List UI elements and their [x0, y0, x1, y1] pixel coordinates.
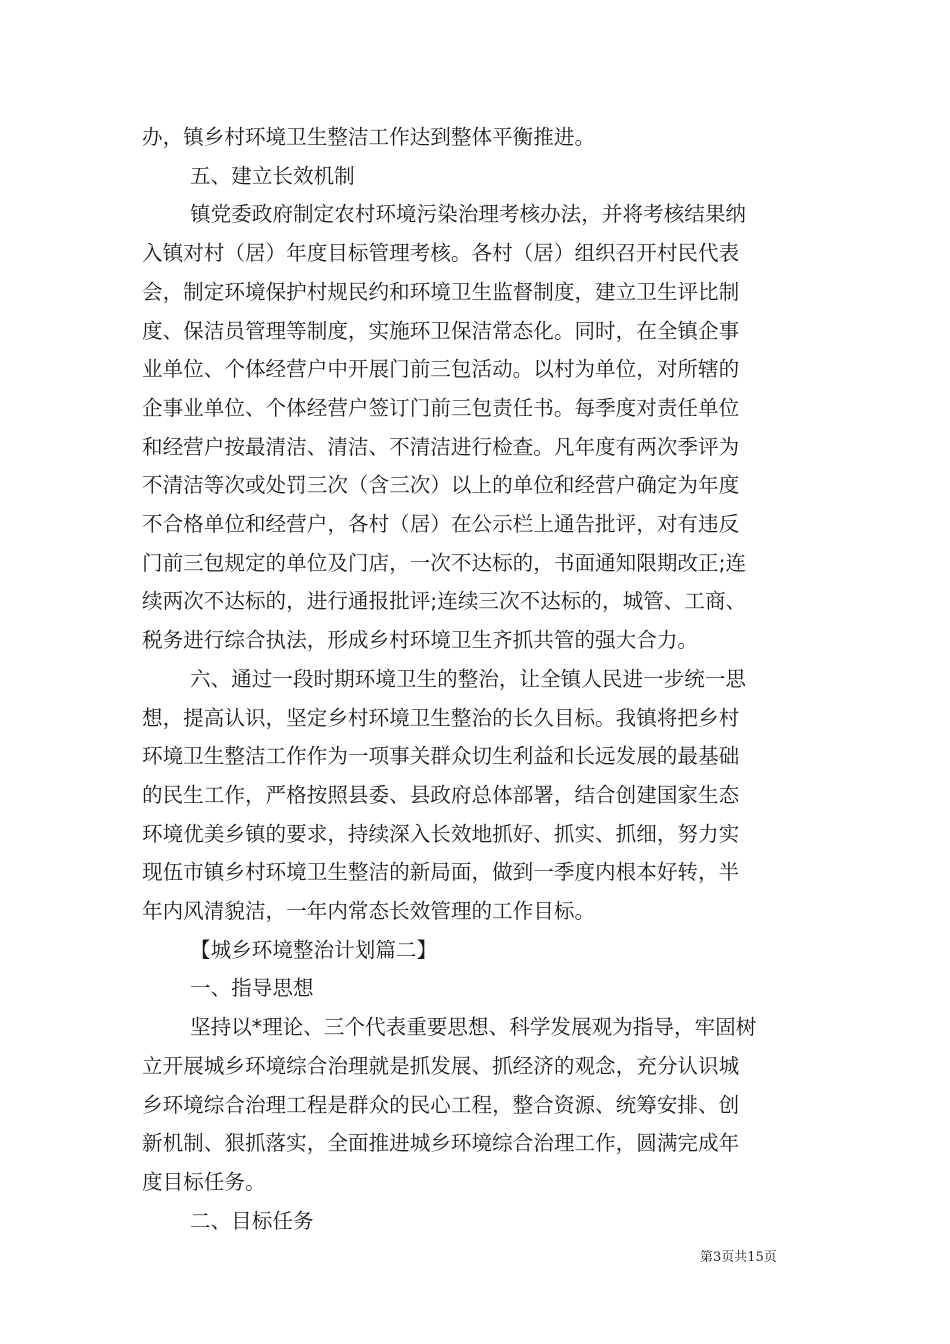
- text-line: 不合格单位和经营户，各村（居）在公示栏上通告批评，对有违反: [142, 512, 740, 536]
- text-line: 办，镇乡村环境卫生整洁工作达到整体平衡推进。: [142, 125, 596, 149]
- text-line: 乡环境综合治理工程是群众的民心工程，整合资源、统筹安排、创: [142, 1092, 740, 1117]
- text-line: 想，提高认识，坚定乡村环境卫生整治的长久目标。我镇将把乡村: [142, 705, 740, 730]
- section-heading: 一、指导思想: [190, 976, 314, 1001]
- text-line: 环境优美乡镇的要求，持续深入长效地抓好、抓实、抓细，努力实: [142, 821, 740, 846]
- text-line: 新机制、狠抓落实，全面推进城乡环境综合治理工作，圆满完成年: [142, 1131, 740, 1156]
- text-line: 企事业单位、个体经营户签订门前三包责任书。每季度对责任单位: [142, 395, 740, 420]
- text-line: 年内风清貌洁，一年内常态长效管理的工作目标。: [142, 899, 596, 923]
- text-line: 门前三包规定的单位及门店，一次不达标的，书面通知限期改正;连: [142, 550, 747, 575]
- text-line: 会，制定环境保护村规民约和环境卫生监督制度，建立卫生评比制: [142, 279, 740, 304]
- text-line: 度目标任务。: [142, 1169, 266, 1194]
- text-line: 和经营户按最清洁、清洁、不清洁进行检查。凡年度有两次季评为: [142, 434, 740, 459]
- page-number: 第3页共15页: [700, 1250, 777, 1265]
- text-line: 环境卫生整洁工作作为一项事关群众切生利益和长远发展的最基础: [142, 744, 740, 769]
- section-heading: 二、目标任务: [190, 1208, 314, 1233]
- text-line: 税务进行综合执法，形成乡村环境卫生齐抓共管的强大合力。: [142, 628, 699, 653]
- text-line: 业单位、个体经营户中开展门前三包活动。以村为单位，对所辖的: [142, 357, 740, 382]
- text-line: 不清洁等次或处罚三次（含三次）以上的单位和经营户确定为年度: [142, 473, 740, 498]
- text-line: 现伍市镇乡村环境卫生整洁的新局面，做到一季度内根本好转，半: [142, 860, 740, 885]
- section-title: 【城乡环境整治计划篇二】: [190, 937, 438, 962]
- text-line: 入镇对村（居）年度目标管理考核。各村（居）组织召开村民代表: [142, 241, 740, 266]
- text-line: 坚持以*理论、三个代表重要思想、科学发展观为指导，牢固树: [190, 1015, 757, 1040]
- text-line: 镇党委政府制定农村环境污染治理考核办法，并将考核结果纳: [190, 202, 747, 227]
- text-line: 立开展城乡环境综合治理就是抓发展、抓经济的观念，充分认识城: [142, 1053, 740, 1078]
- section-heading: 五、建立长效机制: [190, 163, 355, 188]
- text-line: 的民生工作，严格按照县委、县政府总体部署，结合创建国家生态: [142, 782, 740, 807]
- text-line: 六、通过一段时期环境卫生的整治，让全镇人民进一步统一思: [190, 666, 747, 691]
- text-line: 度、保洁员管理等制度，实施环卫保洁常态化。同时，在全镇企事: [142, 318, 740, 343]
- text-line: 续两次不达标的，进行通报批评;连续三次不达标的，城管、工商、: [142, 589, 747, 614]
